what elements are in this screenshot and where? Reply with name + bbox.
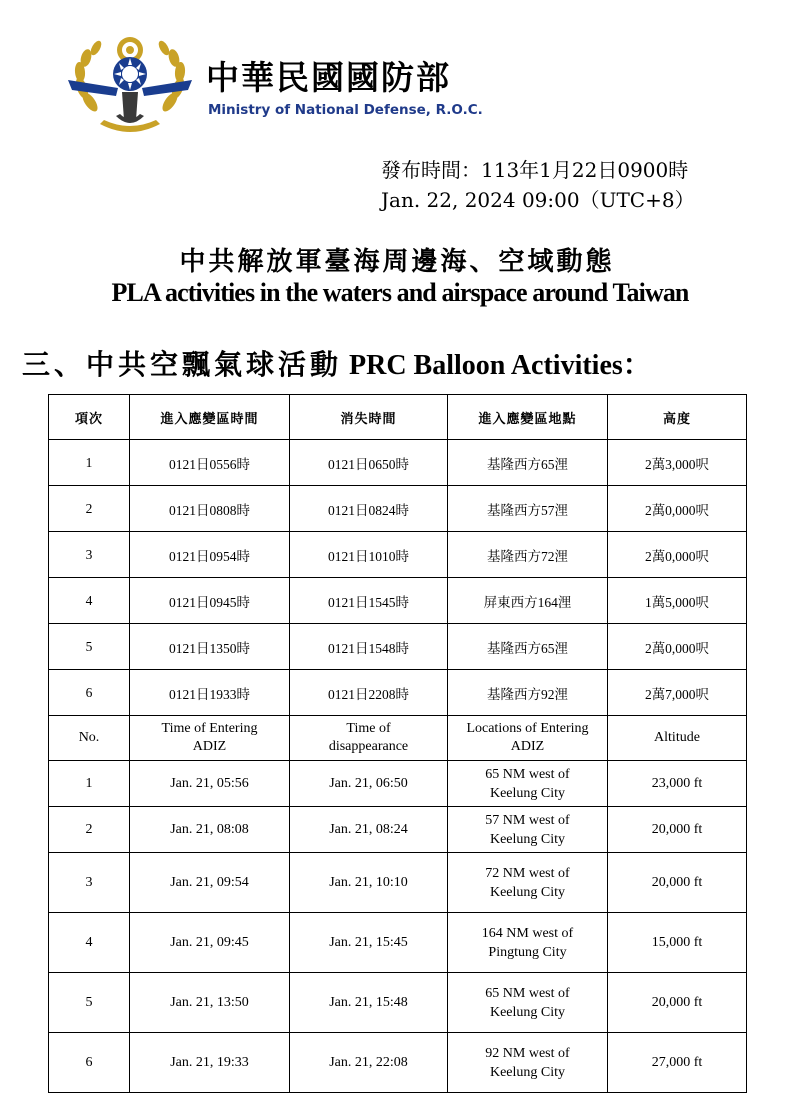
balloon-activity-table bbox=[48, 394, 747, 1093]
column-header-en-line: Locations of Entering bbox=[466, 721, 589, 736]
table-row bbox=[49, 578, 747, 624]
table-row bbox=[49, 973, 747, 1033]
table-row bbox=[49, 853, 747, 913]
table-header-row-zh bbox=[49, 395, 747, 440]
table-cell: 0121日2208時 bbox=[290, 670, 448, 716]
table-cell-altitude: 15,000 ft bbox=[608, 913, 747, 973]
column-header-en bbox=[290, 716, 448, 761]
table-cell: 屏東西方164浬 bbox=[448, 578, 608, 624]
balloon-table-body bbox=[49, 395, 747, 1093]
table-cell-altitude: 20,000 ft bbox=[608, 853, 747, 913]
table-cell-disappear-time: Jan. 21, 15:48 bbox=[290, 973, 448, 1033]
table-cell: 0121日0945時 bbox=[130, 578, 290, 624]
table-cell-location-line: 65 NM west of bbox=[485, 766, 570, 782]
table-cell-location bbox=[448, 913, 608, 973]
column-header-en bbox=[448, 716, 608, 761]
table-cell-disappear-time: Jan. 21, 15:45 bbox=[290, 913, 448, 973]
table-cell: 2 bbox=[49, 486, 130, 532]
ministry-header bbox=[60, 28, 520, 140]
table-cell: 4 bbox=[49, 578, 130, 624]
column-header-zh: 進入應變區時間 bbox=[130, 395, 290, 440]
table-cell-enter-time: Jan. 21, 09:54 bbox=[130, 853, 290, 913]
column-header-zh: 進入應變區地點 bbox=[448, 395, 608, 440]
table-cell-location bbox=[448, 973, 608, 1033]
mnd-emblem-icon bbox=[60, 28, 200, 140]
table-cell: 2萬3,000呎 bbox=[608, 440, 747, 486]
table-cell-no: 4 bbox=[49, 913, 130, 973]
table-cell: 基隆西方65浬 bbox=[448, 624, 608, 670]
column-header-en-line: disappearance bbox=[328, 739, 409, 754]
table-cell-location-line: Keelung City bbox=[489, 1064, 566, 1080]
section-heading bbox=[22, 343, 651, 383]
table-cell: 2萬7,000呎 bbox=[608, 670, 747, 716]
table-cell-location bbox=[448, 1033, 608, 1093]
column-header-en bbox=[49, 716, 130, 761]
table-cell: 0121日1933時 bbox=[130, 670, 290, 716]
table-cell: 基隆西方65浬 bbox=[448, 440, 608, 486]
table-cell: 0121日1350時 bbox=[130, 624, 290, 670]
column-header-en-line: ADIZ bbox=[192, 739, 227, 754]
table-cell-location bbox=[448, 807, 608, 853]
table-cell-enter-time: Jan. 21, 09:45 bbox=[130, 913, 290, 973]
table-cell: 0121日0824時 bbox=[290, 486, 448, 532]
table-cell-altitude: 23,000 ft bbox=[608, 761, 747, 807]
table-cell: 基隆西方92浬 bbox=[448, 670, 608, 716]
table-cell-altitude: 20,000 ft bbox=[608, 973, 747, 1033]
ministry-name-en: Ministry of National Defense, R.O.C. bbox=[208, 102, 483, 118]
ministry-name-zh: 中華民國國防部 bbox=[206, 58, 451, 97]
table-cell: 1 bbox=[49, 440, 130, 486]
table-cell-location-line: Keelung City bbox=[489, 1004, 566, 1020]
table-cell-location-line: Keelung City bbox=[489, 831, 566, 847]
table-cell-enter-time: Jan. 21, 13:50 bbox=[130, 973, 290, 1033]
section-heading-en: PRC Balloon Activities bbox=[349, 350, 623, 381]
column-header-zh: 高度 bbox=[608, 395, 747, 440]
table-row bbox=[49, 1033, 747, 1093]
table-cell-no: 5 bbox=[49, 973, 130, 1033]
table-cell-disappear-time: Jan. 21, 06:50 bbox=[290, 761, 448, 807]
column-header-en-line: ADIZ bbox=[510, 739, 545, 754]
table-cell: 2萬0,000呎 bbox=[608, 486, 747, 532]
section-heading-colon: ： bbox=[622, 350, 651, 381]
table-cell-enter-time: Jan. 21, 05:56 bbox=[130, 761, 290, 807]
release-time-en: Jan. 22, 2024 09:00（UTC+8） bbox=[381, 188, 695, 212]
table-row bbox=[49, 761, 747, 807]
table-row bbox=[49, 624, 747, 670]
section-heading-zh: 三、中共空飄氣球活動 bbox=[22, 348, 343, 381]
column-header-zh: 消失時間 bbox=[290, 395, 448, 440]
column-header-en-line: Altitude bbox=[654, 730, 700, 745]
table-row bbox=[49, 440, 747, 486]
table-cell-location-line: 65 NM west of bbox=[485, 985, 570, 1001]
table-cell-location-line: Keelung City bbox=[489, 884, 566, 900]
table-cell: 2萬0,000呎 bbox=[608, 624, 747, 670]
table-cell: 2萬0,000呎 bbox=[608, 532, 747, 578]
table-cell: 基隆西方72浬 bbox=[448, 532, 608, 578]
table-cell: 0121日1010時 bbox=[290, 532, 448, 578]
table-cell: 1萬5,000呎 bbox=[608, 578, 747, 624]
column-header-en bbox=[130, 716, 290, 761]
table-cell: 0121日1548時 bbox=[290, 624, 448, 670]
table-row bbox=[49, 532, 747, 578]
table-cell: 0121日1545時 bbox=[290, 578, 448, 624]
table-cell-no: 6 bbox=[49, 1033, 130, 1093]
table-cell: 3 bbox=[49, 532, 130, 578]
table-row bbox=[49, 807, 747, 853]
table-cell-no: 2 bbox=[49, 807, 130, 853]
table-cell-enter-time: Jan. 21, 08:08 bbox=[130, 807, 290, 853]
table-cell: 0121日0954時 bbox=[130, 532, 290, 578]
table-cell-location bbox=[448, 853, 608, 913]
table-cell: 6 bbox=[49, 670, 130, 716]
table-cell-altitude: 20,000 ft bbox=[608, 807, 747, 853]
table-cell-disappear-time: Jan. 21, 22:08 bbox=[290, 1033, 448, 1093]
table-cell-altitude: 27,000 ft bbox=[608, 1033, 747, 1093]
column-header-en-line: Time of bbox=[346, 721, 391, 736]
column-header-en-line: No. bbox=[78, 730, 100, 745]
table-header-row-en bbox=[49, 716, 747, 761]
table-cell: 0121日0650時 bbox=[290, 440, 448, 486]
release-time bbox=[381, 155, 695, 215]
table-row bbox=[49, 670, 747, 716]
table-cell-enter-time: Jan. 21, 19:33 bbox=[130, 1033, 290, 1093]
table-row bbox=[49, 913, 747, 973]
table-cell: 5 bbox=[49, 624, 130, 670]
table-cell-location-line: 57 NM west of bbox=[485, 812, 570, 828]
table-row bbox=[49, 486, 747, 532]
release-time-zh: 發布時間：113年1月22日0900時 bbox=[381, 158, 689, 182]
column-header-zh: 項次 bbox=[49, 395, 130, 440]
table-cell-disappear-time: Jan. 21, 10:10 bbox=[290, 853, 448, 913]
column-header-en-line: Time of Entering bbox=[161, 721, 258, 736]
table-cell-location-line: 164 NM west of bbox=[481, 925, 574, 941]
table-cell-location-line: 92 NM west of bbox=[485, 1045, 570, 1061]
table-cell-no: 3 bbox=[49, 853, 130, 913]
table-cell-location-line: Pingtung City bbox=[488, 944, 567, 960]
table-cell-no: 1 bbox=[49, 761, 130, 807]
page-title-en: PLA activities in the waters and airspace around Taiwan bbox=[111, 278, 689, 307]
table-cell-disappear-time: Jan. 21, 08:24 bbox=[290, 807, 448, 853]
table-cell-location bbox=[448, 761, 608, 807]
table-cell-location-line: Keelung City bbox=[489, 785, 566, 801]
page-title-zh: 中共解放軍臺海周邊海、空域動態 bbox=[179, 247, 615, 277]
table-cell-location-line: 72 NM west of bbox=[485, 865, 570, 881]
table-cell: 0121日0808時 bbox=[130, 486, 290, 532]
column-header-en bbox=[608, 716, 747, 761]
table-cell: 0121日0556時 bbox=[130, 440, 290, 486]
table-cell: 基隆西方57浬 bbox=[448, 486, 608, 532]
